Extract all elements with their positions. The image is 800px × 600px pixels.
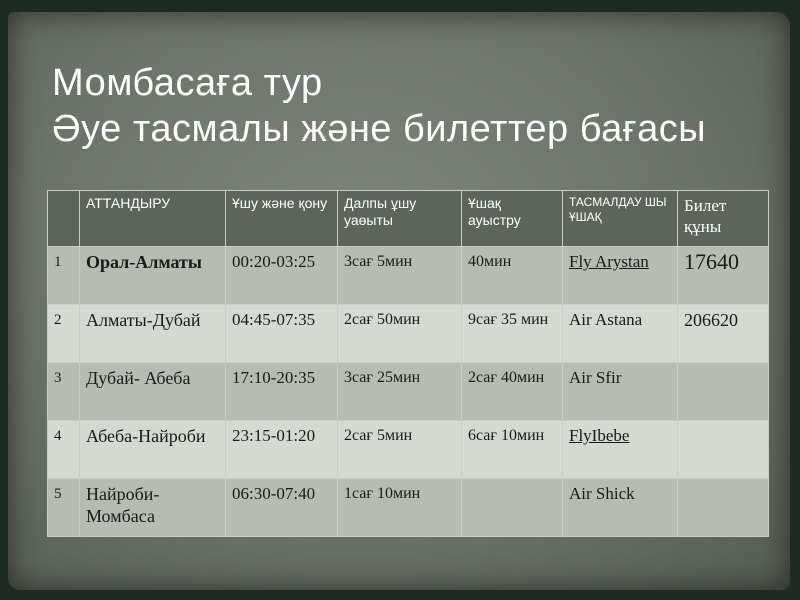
header-carrier: ТАСМАЛДАУ ШЫ ҰШАҚ xyxy=(563,191,678,247)
price-cell xyxy=(678,421,769,479)
table-row xyxy=(48,421,769,479)
route-cell: Дубай- Абеба xyxy=(80,363,226,421)
transfer-cell: 9сағ 35 мин xyxy=(462,305,563,363)
time-cell: 00:20-03:25 xyxy=(226,247,338,305)
duration-cell: 1сағ 10мин xyxy=(338,479,462,537)
duration-cell: 2сағ 50мин xyxy=(338,305,462,363)
table-header-row xyxy=(48,191,769,247)
carrier-link[interactable]: Fly Arystan xyxy=(563,247,678,305)
route-cell: Алматы-Дубай xyxy=(80,305,226,363)
route-cell: Абеба-Найроби xyxy=(80,421,226,479)
header-index xyxy=(48,191,80,247)
header-flight-times: Ұшу және қону xyxy=(226,191,338,247)
title-line-1: Момбасаға тур xyxy=(52,62,323,104)
title-line-2: Әуе тасмалы және билеттер бағасы xyxy=(52,108,707,150)
duration-cell: 2сағ 5мин xyxy=(338,421,462,479)
time-cell: 06:30-07:40 xyxy=(226,479,338,537)
table-row xyxy=(48,479,769,537)
route-cell: Найроби-Момбаса xyxy=(80,479,226,537)
row-index: 4 xyxy=(48,421,80,479)
transfer-cell xyxy=(462,479,563,537)
time-cell: 04:45-07:35 xyxy=(226,305,338,363)
carrier-cell: Air Shick xyxy=(563,479,678,537)
price-cell xyxy=(678,363,769,421)
header-total-duration: Далпы ұшу уаөыты xyxy=(338,191,462,247)
header-transfer: Ұшақ ауыстру xyxy=(462,191,563,247)
row-index: 3 xyxy=(48,363,80,421)
carrier-link[interactable]: FlyIbebe xyxy=(563,421,678,479)
price-cell: 206620 xyxy=(678,305,769,363)
transfer-cell: 2сағ 40мин xyxy=(462,363,563,421)
row-index: 2 xyxy=(48,305,80,363)
header-departure: АТТАНДЫРУ xyxy=(80,191,226,247)
table-row xyxy=(48,305,769,363)
transfer-cell: 6сағ 10мин xyxy=(462,421,563,479)
carrier-cell: Air Sfir xyxy=(563,363,678,421)
flight-schedule-table xyxy=(47,190,769,537)
price-cell: 17640 xyxy=(678,247,769,305)
row-index: 5 xyxy=(48,479,80,537)
table-row xyxy=(48,363,769,421)
row-index: 1 xyxy=(48,247,80,305)
header-ticket-price: Билет құны xyxy=(678,191,769,247)
route-cell: Орал-Алматы xyxy=(80,247,226,305)
duration-cell: 3сағ 5мин xyxy=(338,247,462,305)
time-cell: 23:15-01:20 xyxy=(226,421,338,479)
page-title xyxy=(52,60,706,152)
duration-cell: 3сағ 25мин xyxy=(338,363,462,421)
time-cell: 17:10-20:35 xyxy=(226,363,338,421)
price-cell xyxy=(678,479,769,537)
transfer-cell: 40мин xyxy=(462,247,563,305)
table-row xyxy=(48,247,769,305)
carrier-cell: Air Astana xyxy=(563,305,678,363)
